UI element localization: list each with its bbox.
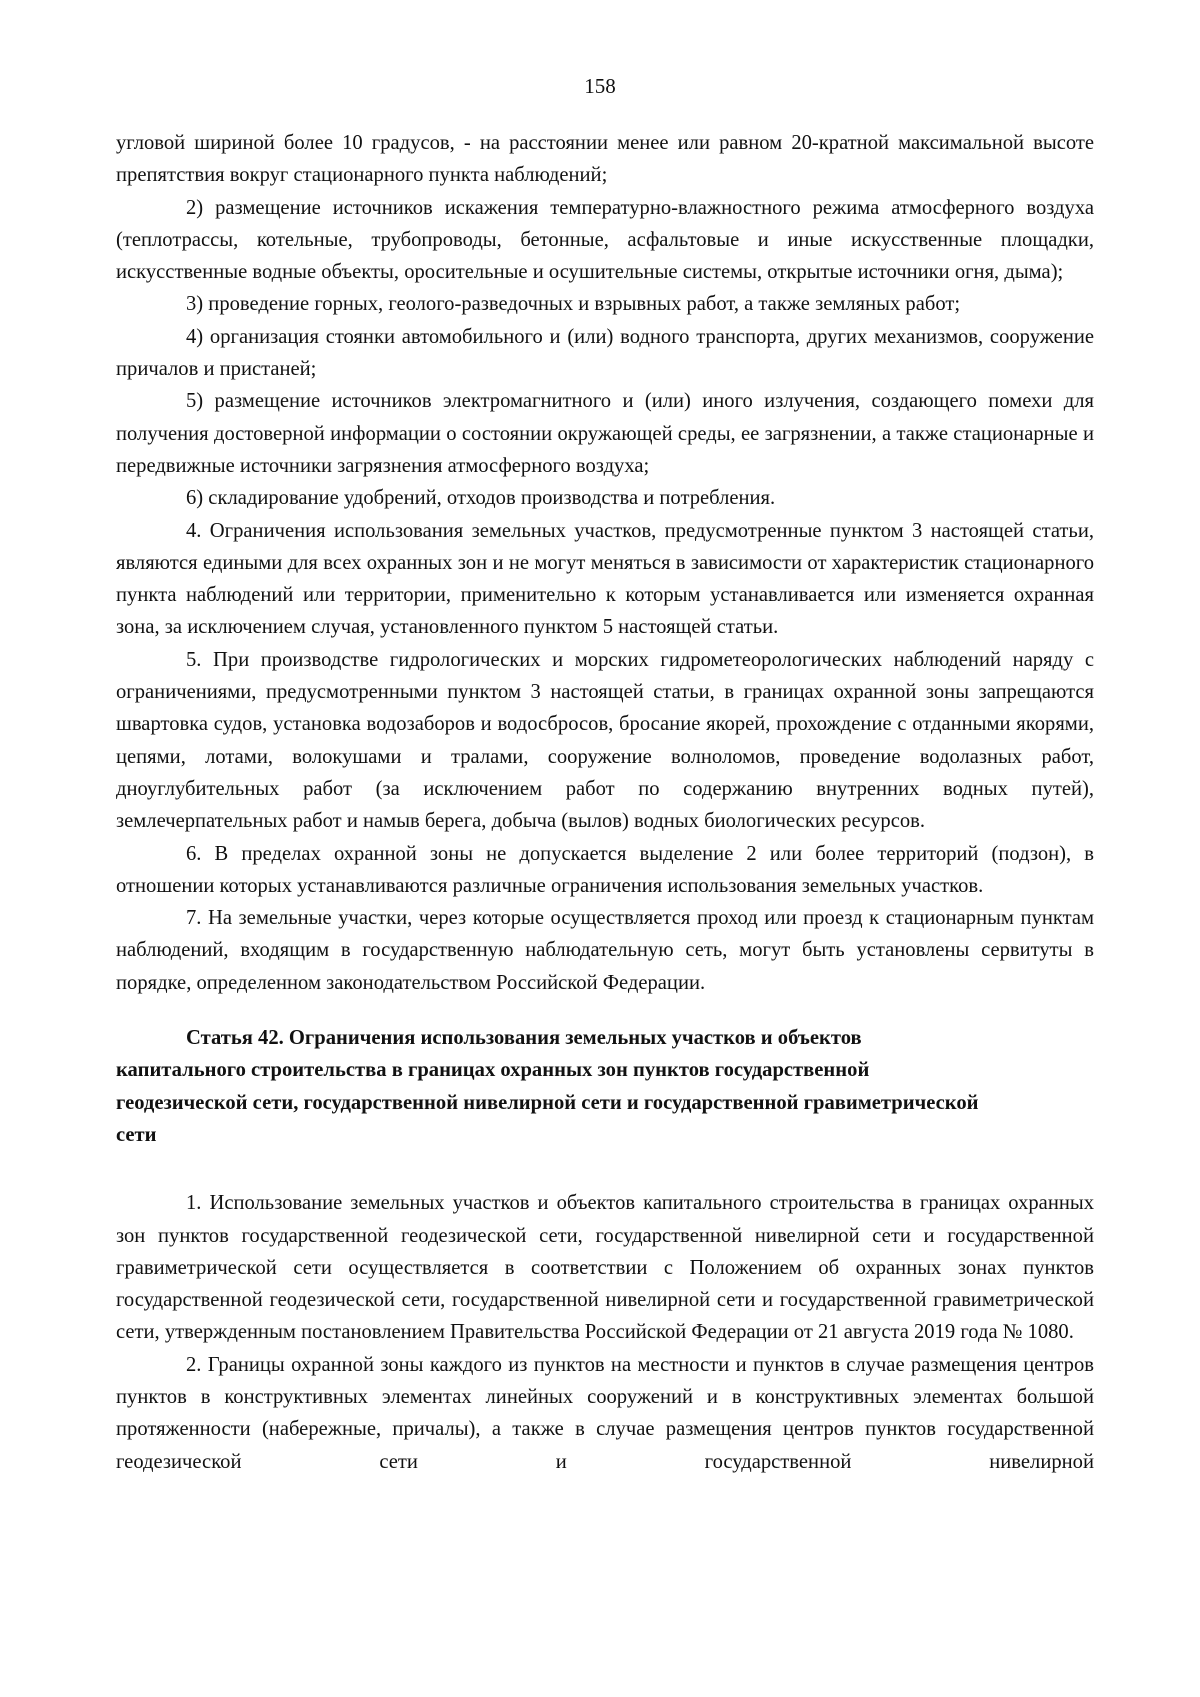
paragraph: 7. На земельные участки, через которые осуществляется проход или проезд к стационарным пунктам наблюдений, входящим в государственную наблюдательную сеть, могут быть установлены сервитуты в порядке, определенном законодательством Российской Федерации. — [116, 907, 1094, 994]
paragraph: 2. Границы охранной зоны каждого из пунктов на местности и пунктов в случае размещения центров пунктов в конструктивных элементах линейных сооружений и в конструктивных элементах большой протяженности (набережные, причалы), а также в случае размещения центров пунктов государственной геодезической сети и государственной нивелирной — [116, 1353, 1094, 1473]
paragraph: угловой шириной более 10 градусов, - на расстоянии менее или равном 20-кратной максимальной высоте препятствия вокруг стационарного пункта наблюдений; — [116, 132, 1094, 187]
paragraph: 2) размещение источников искажения температурно-влажностного режима атмосферного воздуха (теплотрассы, котельные, трубопроводы, бетонные, асфальтовые и иные искусственные площадки, искусственные водные объекты, оросительные и осушительные системы, открытые источники огня, дыма); — [116, 196, 1094, 284]
paragraph: 6) складирование удобрений, отходов производства и потребления. — [186, 487, 776, 510]
page-number: 158 — [584, 74, 616, 98]
article-heading-line: Статья 42. Ограничения использования земельных участков и объектов — [186, 1027, 862, 1050]
article-heading — [116, 1022, 1094, 1151]
paragraph: 5. При производстве гидрологических и морских гидрометеорологических наблюдений наряду с ограничениями, предусмотренными пунктом 3 настоящей статьи, в границах охранной зоны запрещаются швартовка судов, установка водозаборов и водосбросов, бросание якорей, прохождение с отданными якорями, цепями, лотами, волокушами и тралами, сооружение волноломов, проведение водолазных работ, дноуглубительных работ (за исключением работ по содержанию внутренних водных путей), землечерпательных работ и намыв берега, добыча (вылов) водных биологических ресурсов. — [116, 648, 1094, 833]
article-heading-line: капитального строительства в границах охранных зон пунктов государственной — [116, 1059, 870, 1082]
paragraphs-after-heading — [116, 1187, 1094, 1478]
paragraph: 3) проведение горных, геолого-разведочных и взрывных работ, а также земляных работ; — [186, 293, 961, 316]
paragraph: 4. Ограничения использования земельных участков, предусмотренные пунктом 3 настоящей статьи, являются едиными для всех охранных зон и не могут меняться в зависимости от характеристик стационарного пункта наблюдений или территории, применительно к которым устанавливается или изменяется охранная зона, за исключением случая, установленного пунктом 5 настоящей статьи. — [116, 519, 1094, 639]
paragraph: 6. В пределах охранной зоны не допускается выделение 2 или более территорий (подзон), в отношении которых устанавливаются различные ограничения использования земельных участков. — [116, 842, 1094, 897]
paragraphs-before-heading — [116, 127, 1094, 999]
article-heading-line: сети — [116, 1123, 157, 1146]
paragraph: 5) размещение источников электромагнитного и (или) иного излучения, создающего помехи для получения достоверной информации о состоянии окружающей среды, ее загрязнении, а также стационарные и передвижные источники загрязнения атмосферного воздуха; — [116, 390, 1094, 477]
paragraph: 1. Использование земельных участков и объектов капитального строительства в границах охранных зон пунктов государственной геодезической сети, государственной нивелирной сети и государственной гравиметрической сети осуществляется в соответствии с Положением об охранных зонах пунктов государственной геодезической сети, государственной нивелирной сети и государственной гравиметрической сети, утвержденным постановлением Правительства Российской Федерации от 21 августа 2019 года № 1080. — [116, 1192, 1094, 1344]
paragraph: 4) организация стоянки автомобильного и (или) водного транспорта, других механизмов, сооружение причалов и пристаней; — [116, 325, 1094, 381]
document-body — [116, 127, 1094, 1478]
article-heading-line: геодезической сети, государственной нивелирной сети и государственной гравиметрической — [116, 1091, 979, 1114]
